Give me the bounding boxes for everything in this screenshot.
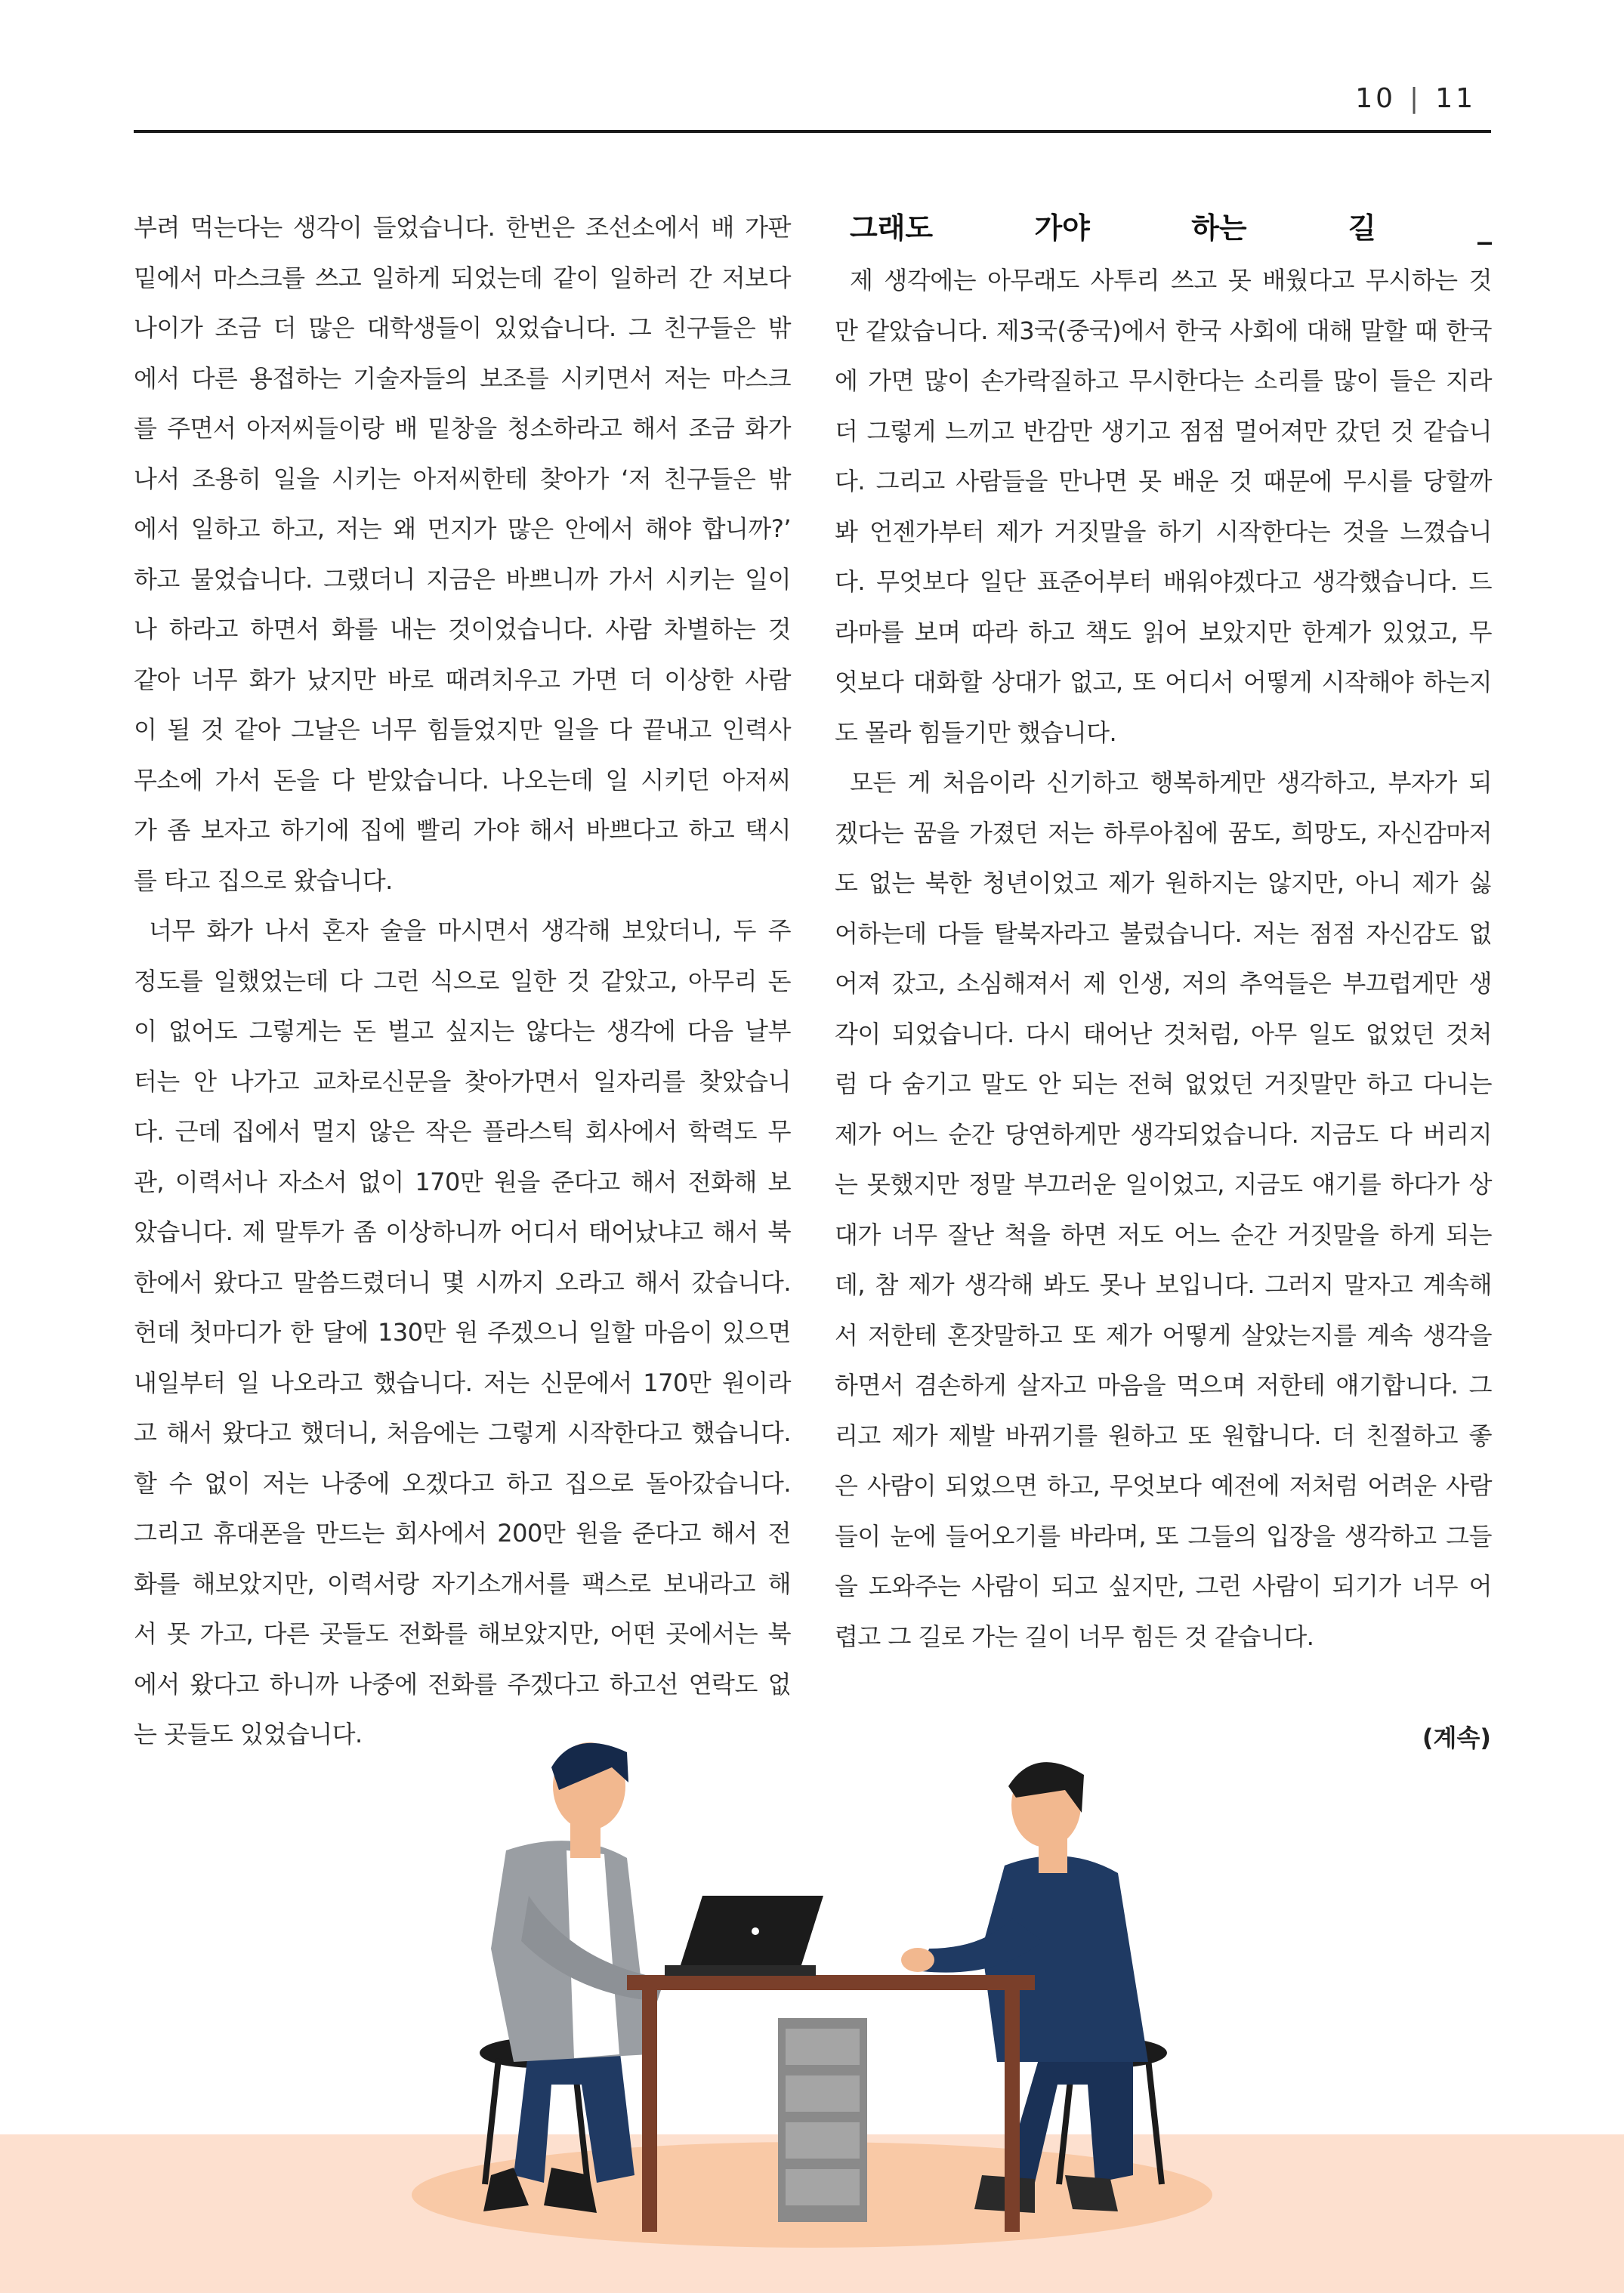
left-column-text-line: 서 못 가고, 다른 곳들도 전화를 해보았지만, 어떤 곳에서는 북 xyxy=(134,1619,791,1648)
meeting-illustration xyxy=(0,1722,1624,2293)
right-person-shoe xyxy=(1065,2175,1118,2211)
left-column-text-line: 너무 화가 나서 혼자 술을 마시면서 생각해 보았더니, 두 주 xyxy=(149,916,791,945)
right-column-text-line: 각이 되었습니다. 다시 태어난 것처럼, 아무 일도 없었던 것처 xyxy=(835,1019,1492,1048)
page-number xyxy=(1355,83,1476,114)
table-leg xyxy=(642,1990,657,2232)
left-column-text-line: 나이가 조금 더 많은 대학생들이 있었습니다. 그 친구들은 밖 xyxy=(134,313,791,342)
right-column-text-line: 엇보다 대화할 상대가 없고, 또 어디서 어떻게 시작해야 하는지 xyxy=(835,668,1492,696)
laptop-screen xyxy=(680,1896,823,1967)
left-column xyxy=(134,202,791,1760)
laptop xyxy=(665,1896,823,1976)
right-column-text-line: 데, 참 제가 생각해 봐도 못나 보입니다. 그러지 말자고 계속해 xyxy=(835,1270,1492,1299)
page-number-right: 11 xyxy=(1435,83,1476,114)
right-column-text-line: 는 못했지만 정말 부끄러운 일이었고, 지금도 얘기를 하다가 상 xyxy=(835,1170,1492,1199)
right-column-text-line: 들이 눈에 들어오기를 바라며, 또 그들의 입장을 생각하고 그들 xyxy=(835,1521,1492,1551)
left-column-text-line: 같아 너무 화가 났지만 바로 때려치우고 가면 더 이상한 사람 xyxy=(134,665,791,694)
left-column-text-line: 할 수 없이 저는 나중에 오겠다고 하고 집으로 돌아갔습니다. xyxy=(134,1468,791,1498)
right-column-text-line: 은 사람이 되었으면 하고, 무엇보다 예전에 저처럼 어려운 사람 xyxy=(835,1471,1492,1500)
right-person-hand xyxy=(901,1948,934,1972)
right-column-text-line: 도 없는 북한 청년이었고 제가 원하지는 않지만, 아니 제가 싫 xyxy=(835,869,1492,897)
left-column-text-line: 이 될 것 같아 그날은 너무 힘들었지만 일을 다 끝내고 인력사 xyxy=(134,715,791,744)
right-column-text-line: 다. 무엇보다 일단 표준어부터 배워야겠다고 생각했습니다. 드 xyxy=(835,567,1492,596)
header-rule xyxy=(134,130,1491,133)
right-column-text-line: 럼 다 숨기고 말도 안 되는 전혀 없었던 거짓말만 하고 다니는 xyxy=(835,1069,1492,1098)
right-column-text-line: 제 생각에는 아무래도 사투리 쓰고 못 배웠다고 무시하는 것 xyxy=(850,266,1492,295)
laptop-base xyxy=(665,1965,816,1976)
right-column-text-line: 라마를 보며 따라 하고 책도 읽어 보았지만 한계가 있었고, 무 xyxy=(835,617,1492,647)
left-column-text-line: 나서 조용히 일을 시키는 아저씨한테 찾아가 ‘저 친구들은 밖 xyxy=(134,464,791,493)
right-column-text-line: 봐 언젠가부터 제가 거짓말을 하기 시작한다는 것을 느꼈습니 xyxy=(835,517,1492,546)
meeting-illustration-svg xyxy=(0,1722,1624,2293)
right-column-text xyxy=(835,255,1492,1662)
left-column-text-line: 무소에 가서 돈을 다 받았습니다. 나오는데 일 시키던 아저씨 xyxy=(134,765,791,795)
file-cabinet-drawer xyxy=(786,2075,860,2112)
right-column-text-line: 만 같았습니다. 제3국(중국)에서 한국 사회에 대해 말할 때 한국 xyxy=(835,316,1492,345)
left-column-text-line: 화를 해보았지만, 이력서랑 자기소개서를 팩스로 보내라고 해 xyxy=(134,1569,791,1598)
left-column-text-line: 를 타고 집으로 왔습니다. xyxy=(134,866,393,895)
left-column-text xyxy=(134,202,791,1760)
left-column-text-line: 에서 일하고 하고, 저는 왜 먼지가 많은 안에서 해야 합니까?’ xyxy=(134,514,791,543)
table-leg xyxy=(1005,1990,1020,2232)
left-column-text-line: 한에서 왔다고 말씀드렸더니 몇 시까지 오라고 해서 갔습니다. xyxy=(134,1267,791,1297)
right-column-text-line: 에 가면 많이 손가락질하고 무시한다는 소리를 많이 들은 지라 xyxy=(835,366,1492,395)
left-column-text-line: 에서 다른 용접하는 기술자들의 보조를 시키면서 저는 마스크 xyxy=(134,363,791,393)
left-column-text-line: 는 곳들도 있었습니다. xyxy=(134,1720,363,1748)
right-column-text-line: 도 몰라 힘들기만 했습니다. xyxy=(835,718,1117,747)
left-column-text-line: 밑에서 마스크를 쓰고 일하게 되었는데 같이 일하러 간 저보다 xyxy=(134,263,791,292)
right-column-text-line: 하면서 겸손하게 살자고 마음을 먹으며 저한테 얘기합니다. 그 xyxy=(835,1371,1492,1400)
right-column-text-line: 다. 그리고 사람들을 만나면 못 배운 것 때문에 무시를 당할까 xyxy=(835,467,1492,495)
left-column-text-line: 내일부터 일 나오라고 했습니다. 저는 신문에서 170만 원이라 xyxy=(134,1368,791,1397)
left-column-text-line: 그리고 휴대폰을 만드는 회사에서 200만 원을 준다고 해서 전 xyxy=(134,1519,791,1548)
right-column-text-line: 대가 너무 잘난 척을 하면 저도 어느 순간 거짓말을 하게 되는 xyxy=(835,1220,1492,1249)
left-column-text-line: 부려 먹는다는 생각이 들었습니다. 한번은 조선소에서 배 가판 xyxy=(134,213,791,242)
left-column-text-line: 에서 왔다고 하니까 나중에 전화를 주겠다고 하고선 연락도 없 xyxy=(134,1669,791,1699)
left-column-text-line: 관, 이력서나 자소서 없이 170만 원을 준다고 해서 전화해 보 xyxy=(134,1167,791,1196)
right-column xyxy=(835,202,1492,1662)
right-column-text-line: 렵고 그 길로 가는 길이 너무 힘든 것 같습니다. xyxy=(835,1622,1314,1651)
left-column-text-line: 헌데 첫마디가 한 달에 130만 원 주겠으니 일할 마음이 있으면 xyxy=(134,1318,791,1347)
left-column-text-line: 다. 근데 집에서 멀지 않은 작은 플라스틱 회사에서 학력도 무 xyxy=(134,1117,791,1146)
left-column-text-line: 고 해서 왔다고 했더니, 처음에는 그렇게 시작한다고 했습니다. xyxy=(134,1418,791,1447)
right-column-text-line: 모든 게 처음이라 신기하고 행복하게만 생각하고, 부자가 되 xyxy=(850,768,1492,797)
left-column-text-line: 하고 물었습니다. 그랬더니 지금은 바쁘니까 가서 시키는 일이 xyxy=(134,564,791,594)
page-number-left: 10 xyxy=(1355,83,1397,114)
right-column-text-line: 어하는데 다들 탈북자라고 불렀습니다. 저는 점점 자신감도 없 xyxy=(835,918,1492,948)
section-title: 그래도 가야 하는 길 _ xyxy=(850,211,1492,245)
laptop-logo xyxy=(752,1927,759,1935)
right-column-text-line: 제가 어느 순간 당연하게만 생각되었습니다. 지금도 다 버리지 xyxy=(835,1119,1492,1149)
left-column-text-line: 가 좀 보자고 하기에 집에 빨리 가야 해서 바쁘다고 하고 택시 xyxy=(134,816,791,844)
right-column-text-line: 어져 갔고, 소심해져서 제 인생, 저의 추억들은 부끄럽게만 생 xyxy=(835,969,1492,998)
left-column-text-line: 았습니다. 제 말투가 좀 이상하니까 어디서 태어났냐고 해서 북 xyxy=(134,1217,791,1246)
continued-label: (계속) xyxy=(1422,1724,1491,1752)
page-number-separator: | xyxy=(1409,83,1422,114)
left-column-text-line: 터는 안 나가고 교차로신문을 찾아가면서 일자리를 찾았습니 xyxy=(134,1066,791,1096)
left-column-text-line: 정도를 일했었는데 다 그런 식으로 일한 것 같았고, 아무리 돈 xyxy=(134,966,791,995)
file-cabinet-drawer xyxy=(786,2122,860,2159)
right-column-text-line: 리고 제가 제발 바뀌기를 원하고 또 원합니다. 더 친절하고 좋 xyxy=(835,1421,1492,1450)
left-column-text-line: 이 없어도 그렇게는 돈 벌고 싶지는 않다는 생각에 다음 날부 xyxy=(134,1017,791,1045)
table-top xyxy=(627,1975,1035,1990)
right-column-text-line: 겠다는 꿈을 가졌던 저는 하루아침에 꿈도, 희망도, 자신감마저 xyxy=(835,818,1492,847)
right-column-text-line: 더 그렇게 느끼고 반감만 생기고 점점 멀어져만 갔던 것 같습니 xyxy=(835,416,1492,446)
file-cabinet-drawer xyxy=(786,2169,860,2205)
file-cabinet xyxy=(778,2018,867,2222)
right-column-text-line: 서 저한테 혼잣말하고 또 제가 어떻게 살았는지를 계속 생각을 xyxy=(835,1320,1492,1350)
left-column-text-line: 나 하라고 하면서 화를 내는 것이었습니다. 사람 차별하는 것 xyxy=(134,615,791,643)
file-cabinet-drawer xyxy=(786,2029,860,2065)
right-column-text-line: 을 도와주는 사람이 되고 싶지만, 그런 사람이 되기가 너무 어 xyxy=(835,1572,1492,1600)
left-column-text-line: 를 주면서 아저씨들이랑 배 밑창을 청소하라고 해서 조금 화가 xyxy=(134,414,791,443)
